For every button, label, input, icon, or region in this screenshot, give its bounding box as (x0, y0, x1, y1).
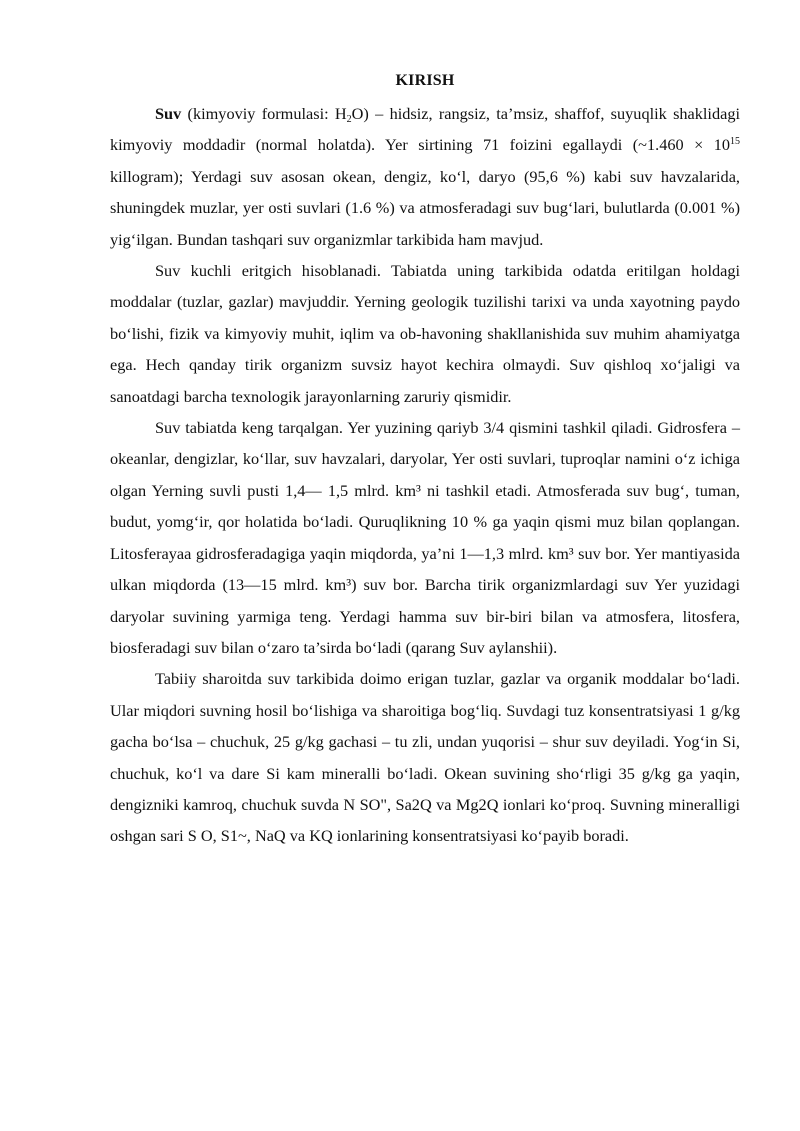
term-suv: Suv (155, 104, 182, 123)
paragraph-1 (110, 98, 740, 255)
paragraph-2: Suv kuchli eritgich hisoblanadi. Tabiatda uning tarkibida odatda eritilgan holdagi moddalar (tuzlar, gazlar) mavjuddir. Yerning geologik tuzilishi tarixi va unda xayotning paydo bo‘lishi, fizik va kimyoviy muhit, iqlim va ob-havoning shakllanishida suv muhim ahamiyatga ega. Hech qanday tirik organizm suvsiz hayot kechira olmaydi. Suv qishloq xo‘jaligi va sanoatdagi barcha texnologik jarayonlarning zaruriy qismidir. (110, 261, 740, 406)
p1-text-b: O) – hidsiz, rangsiz, ta’msiz, shaffof, suyuqlik shaklidagi kimyoviy moddadir (normal holatda). Yer sirtining 71 foizini egallaydi (~1.460 × 10 (110, 104, 740, 155)
p1-text-a: (kimyoviy formulasi: H (181, 104, 347, 123)
exponent-superscript: 15 (730, 136, 740, 148)
document-page (110, 72, 740, 852)
formula-subscript: 2 (346, 114, 352, 125)
paragraph-3: Suv tabiatda keng tarqalgan. Yer yuzining qariyb 3/4 qismini tashkil qiladi. Gidrosfera – okeanlar, dengizlar, ko‘llar, suv havzalari, daryolar, Yer osti suvlari, tuproqlar namini o‘z ichiga olgan Yerning suvli pusti 1,4— 1,5 mlrd. km³ ni tashkil etadi. Atmosferada suv bug‘, tuman, budut, yomg‘ir, qor holatida bo‘ladi. Quruqlikning 10 % ga yaqin qismi muz bilan qoplangan. Litosferayaa gidrosferadagiga yaqin miqdorda, ya’ni 1—1,3 mlrd. km³ suv bor. Yer mantiyasida ulkan miqdorda (13—15 mlrd. km³) suv bor. Barcha tirik organizmlardagi suv Yer yuzidagi daryolar suvining yarmiga teng. Yerdagi hamma suv bir-biri bilan va atmosfera, litosfera, biosferadagi suv bilan o‘zaro ta’sirda bo‘ladi (qarang Suv aylanshii). (110, 418, 740, 657)
page-title: KIRISH (395, 72, 455, 89)
paragraph-4: Tabiiy sharoitda suv tarkibida doimo erigan tuzlar, gazlar va organik moddalar bo‘ladi. Ular miqdori suvning hosil bo‘lishiga va sharoitiga bog‘liq. Suvdagi tuz konsentratsiyasi 1 g/kg gacha bo‘lsa – chuchuk, 25 g/kg gachasi – tu zli, undan yuqorisi – shur suv deyiladi. Yog‘in Si, chuchuk, ko‘l va dare Si kam mineralli bo‘ladi. Okean suvining sho‘rligi 35 g/kg ga yaqin, dengizniki kamroq, chuchuk suvda N SO", Sa2Q va Mg2Q ionlari ko‘proq. Suvning mineralligi oshgan sari S O, S1~, NaQ va KQ ionlarining konsentratsiyasi ko‘payib boradi. (110, 669, 740, 846)
p1-text-c: killogram); Yerdagi suv asosan okean, dengiz, ko‘l, daryo (95,6 %) kabi suv havzalarida, shuningdek muzlar, yer osti suvlari (1.6 %) va atmosferadagi suv bug‘lari, bulutlarda (0.001 %) yig‘ilgan. Bundan tashqari suv organizmlar tarkibida ham mavjud. (110, 166, 740, 249)
